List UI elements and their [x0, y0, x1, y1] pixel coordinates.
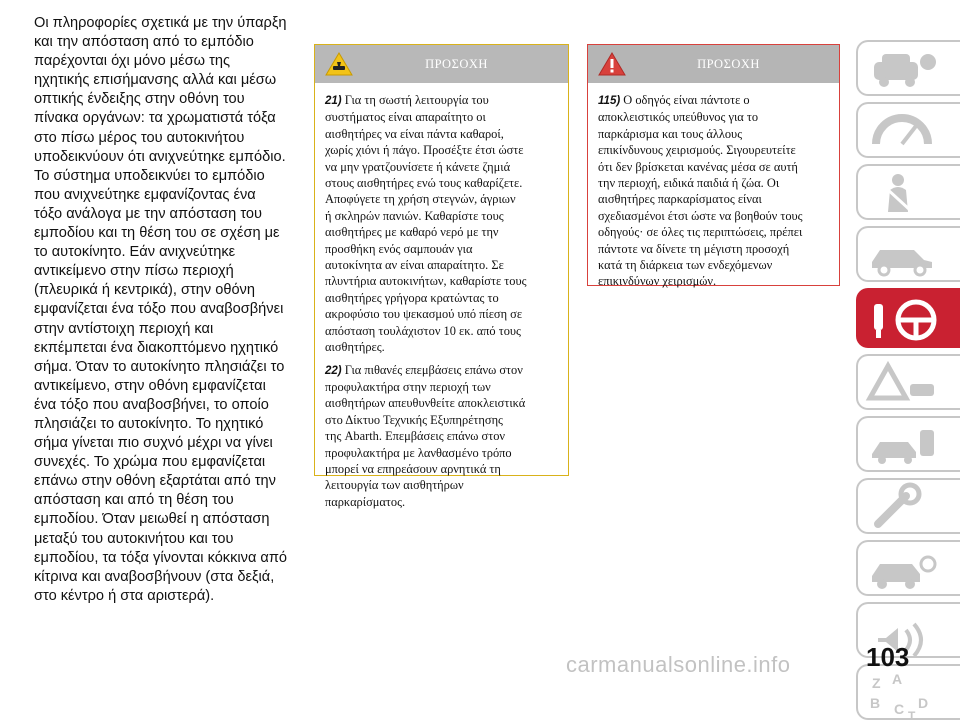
svg-text:D: D [918, 695, 929, 711]
svg-text:C: C [894, 701, 905, 717]
note-number: 21) [325, 95, 342, 107]
car-info-icon [858, 42, 960, 98]
note-text: Για πιθανές επεμβάσεις επάνω στον προφυλακτήρα στην περιοχή των αισθητήρων απευθυνθείτε αποκλειστικά στο Δίκτυο Τεχνικής Εξυπηρέτησης της Abarth. Επεμβάσεις επάνω στον προφυλακτήρα με λανθασμένο τρόπο μπορεί να επηρεάσουν αρνητικά τη λειτουργία των αισθητήρων παρκαρίσματος. [325, 362, 526, 509]
seat-belt-icon [858, 166, 960, 222]
tab-steering-wheel-key[interactable] [856, 288, 960, 348]
dashboard-gauge-icon [858, 104, 960, 160]
warning-box-header [588, 45, 839, 83]
note-number: 115) [598, 95, 621, 107]
page-number: 103 [866, 642, 910, 672]
chapter-sidebar [856, 40, 960, 726]
tab-car-start[interactable] [856, 226, 960, 282]
body-text-column [34, 14, 306, 606]
tab-car-info[interactable] [856, 40, 960, 96]
svg-text:B: B [870, 695, 881, 711]
car-side-icon [858, 228, 960, 284]
index-letters-icon [858, 666, 960, 722]
svg-text:T: T [908, 709, 916, 722]
car-service-icon [858, 418, 960, 474]
note-number: 22) [325, 364, 342, 377]
svg-text:Z: Z [872, 675, 881, 691]
body-paragraph: Οι πληροφορίες σχετικά με την ύπαρξη και την απόσταση από το εμπόδιο παρέχονται όχι μόνο μέσω της ηχητικής επισήμανσης αλλά και μέσω οπτικής ένδειξης στην οθόνη του πίνακα οργάνων: τα χρωματιστά τόξα στο πίσω μέρος του αυτοκινήτου υποδεικνύουν ότι ανιχνεύτηκε εμπόδιο. Το σύστημα υποδεικνύει το εμπόδιο που ανιχνεύτηκε εμφανίζοντας ένα τόξο ανάλογα με την απόσταση του εμποδίου και τη θέση του σε σχέση με το αυτοκίνητο. Εάν ανιχνεύτηκε αντικείμενο στην πίσω περιοχή (πλευρικά ή κεντρικά), στην οθόνη εμφανίζεται ένα τόξο που αναβοσβήνει στην αντίστοιχη περιοχή και εκπέμπεται ένα διακοπτόμενο ηχητικό σήμα. Όταν το αυτοκίνητο πλησιάζει το αντικείμενο, στην οθόνη εμφανίζεται ένα τόξο που αναβοσβήνει, το οποίο πλησιάζει το αυτοκίνητο. Το ηχητικό σήμα γίνεται πιο συχνό μέχρι να γίνει συνεχές. Το χρώμα που εμφανίζεται επάνω στην οθόνη εξαρτάται από την απόσταση και από τη θέση του εμποδίου. Όταν μειωθεί η απόσταση μεταξύ του αυτοκινήτου και του εμποδίου, τα τόξα γίνονται κόκκινα από κίτρινα και αναβοσβήνουν (στα δεξιά, στο κέντρο ή στα αριστερά). [34, 15, 288, 604]
watermark: carmanualsonline.info [566, 652, 791, 677]
caution-box [314, 44, 569, 509]
caution-note [325, 362, 558, 511]
warning-car-icon [858, 356, 960, 412]
note-text: Για τη σωστή λειτουργία του συστήματος είναι απαραίτητο οι αισθητήρες να είναι πάντα καθαροί, χωρίς χιόνι ή πάγο. Προσέξτε έτσι ώστε να μην γρατζουνίσετε ή κάνετε ζημιά στους αισθητήρες ενώ τους καθαρίζετε. Αποφύγετε τη χρήση στεγνών, άγριων ή σκληρών πανιών. Καθαρίστε τους αισθητήρες με καθαρό νερό με την προσθήκη ενός σαμπουάν για αυτοκίνητα αν είναι απαραίτητο. Σε πλυντήρια αυτοκινήτων, καθαρίστε τους αισθητήρες γρήγορα κρατώντας το ακροφύσιο του ψεκασμού υπό πίεση σε απόσταση τουλάχιστον 10 εκ. από τους αισθητήρες. [325, 93, 527, 355]
tab-dashboard-lights[interactable] [856, 102, 960, 158]
warning-box [587, 44, 840, 289]
warning-box-title: ΠΡΟΣΟΧΗ [697, 57, 760, 71]
tab-car-service[interactable] [856, 416, 960, 472]
tab-safety-belt[interactable] [856, 164, 960, 220]
svg-text:A: A [892, 671, 903, 687]
caution-note [325, 92, 558, 356]
wrench-icon [858, 480, 960, 536]
tab-wrench-maintenance[interactable] [856, 478, 960, 534]
steering-wheel-key-icon [858, 290, 960, 350]
note-text: Ο οδηγός είναι πάντοτε ο αποκλειστικός υπεύθυνος για το παρκάρισμα και τους άλλους επικίνδυνους χειρισμούς. Σιγουρευτείτε ότι δεν βρίσκεται κανένας μέσα σε αυτή την περιοχή, ειδικά παιδιά ή ζώα. Οι αισθητήρες παρκαρίσματος είναι σχεδιασμένοι έτσι ώστε να βοηθούν τους οδηγούς· σε όλες τις περιπτώσεις, πρέπει πάντοτε να δίνετε τη μέγιστη προσοχή κατά τη διάρκεια των ενδεχόμενων επικινδύνων χειρισμών. [598, 93, 803, 289]
caution-box-header [315, 45, 568, 83]
caution-box-title: ΠΡΟΣΟΧΗ [425, 57, 488, 71]
car-specs-icon [858, 542, 960, 598]
tab-car-specs[interactable] [856, 540, 960, 596]
warning-note [598, 92, 829, 290]
tab-warning-triangle[interactable] [856, 354, 960, 410]
